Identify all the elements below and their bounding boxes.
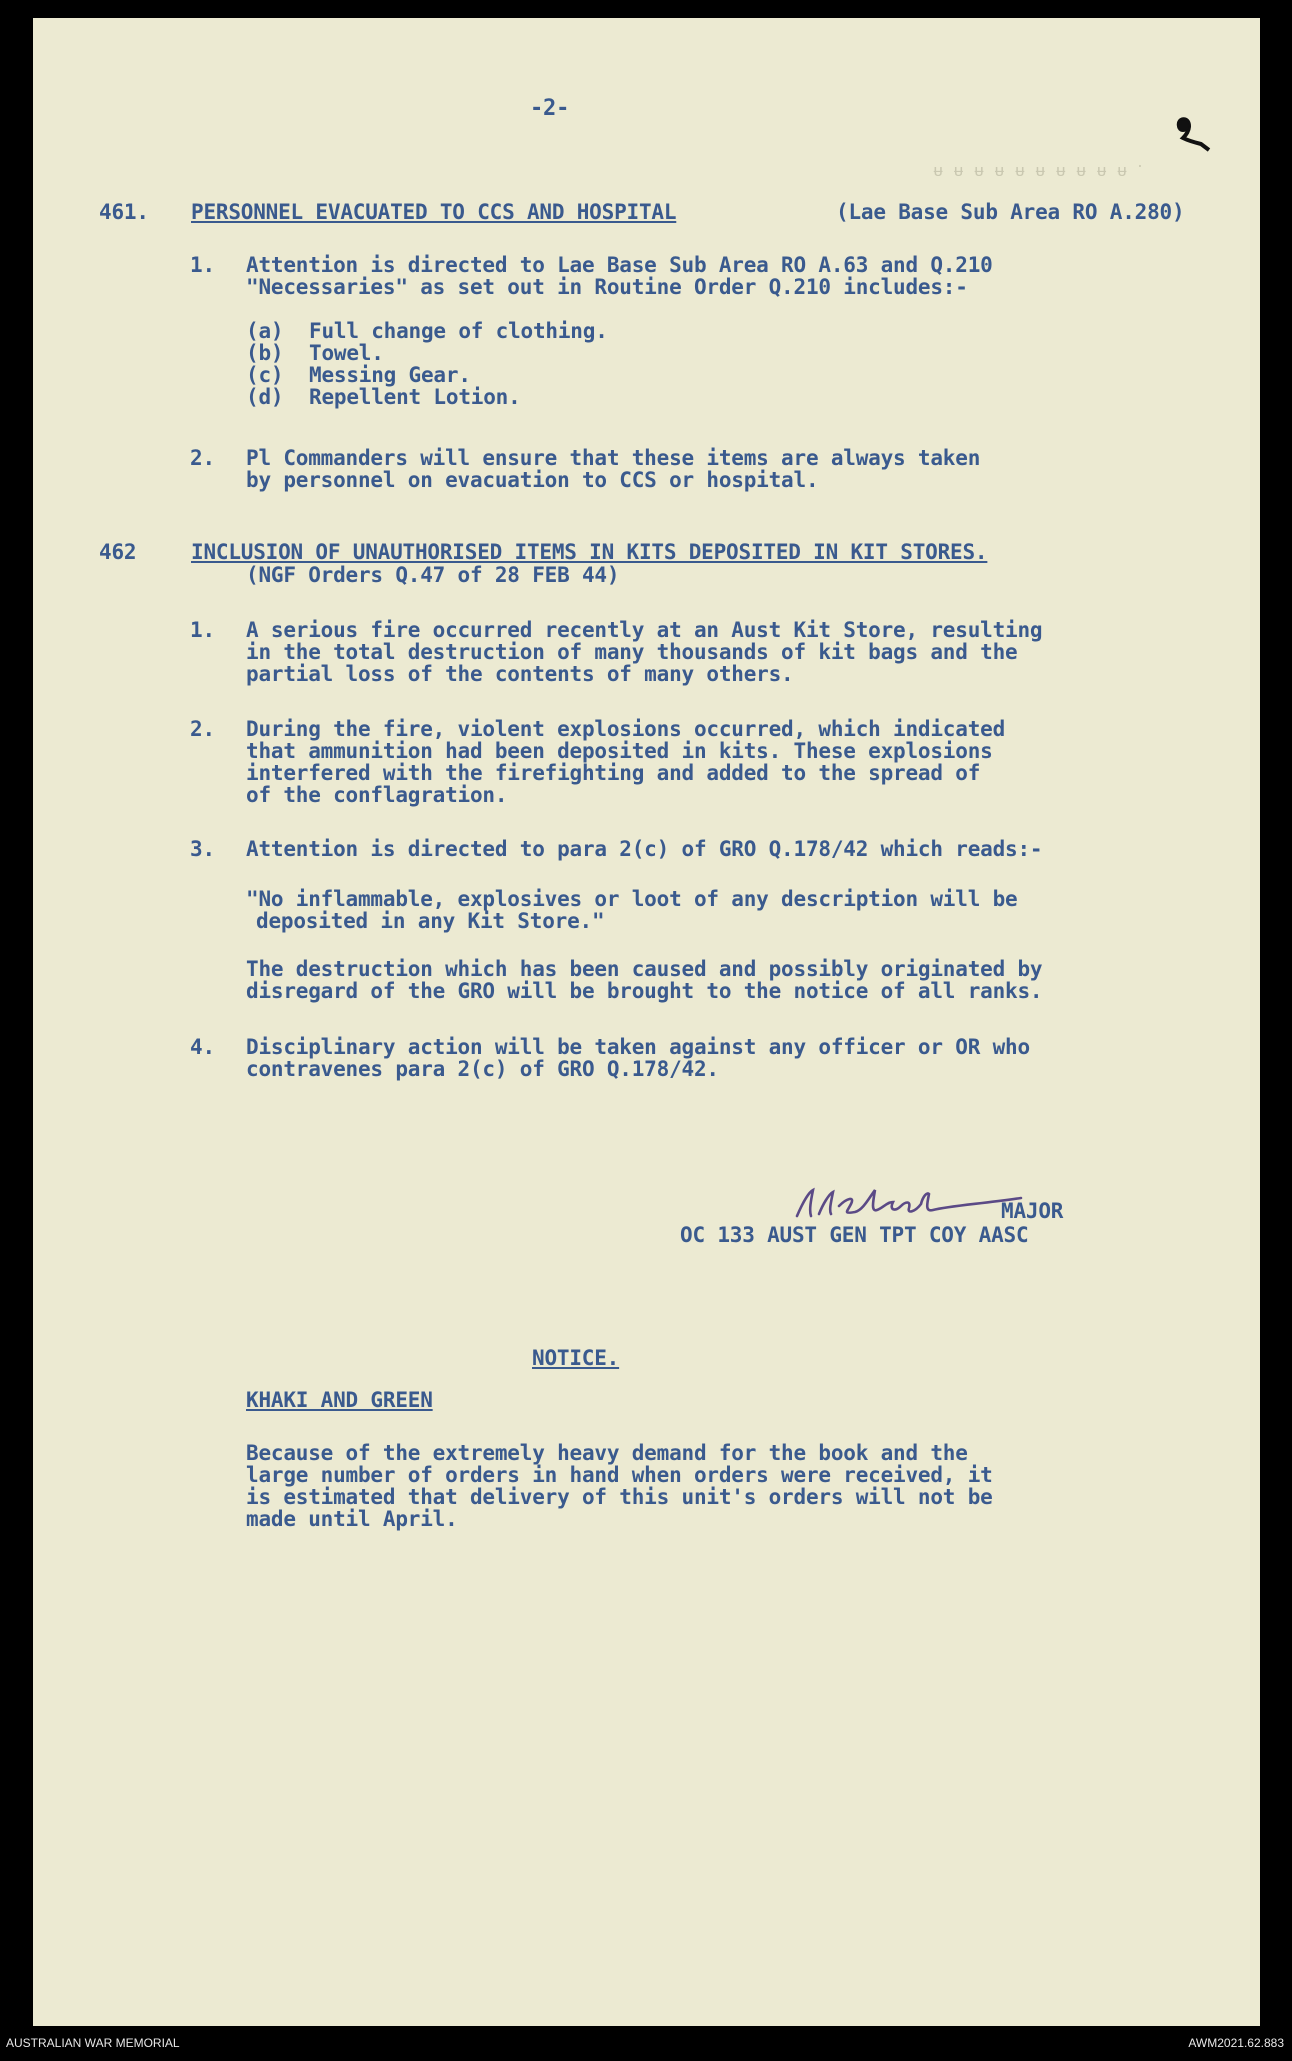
list-item-label: (b) [246,341,284,365]
section-reference: (NGF Orders Q.47 of 28 FEB 44) [246,563,620,587]
handwritten-signature [789,1184,1025,1224]
quoted-order-line: deposited in any Kit Store." [256,909,605,933]
paragraph-number: 4. [190,1035,215,1059]
paragraph-line: interfered with the firefighting and added to the spread of [246,761,981,785]
notice-line: large number of orders in hand when orders were received, it [246,1463,993,1487]
notice-line: Because of the extremely heavy demand for the book and the [246,1441,968,1465]
show-through-text: ॱ ᵾ ᵾ ᵾ ᵾ ᵾ ᵾ ᵾ ᵾ ᵾ ᵾ [933,161,1143,181]
paragraph-line: Attention is directed to Lae Base Sub Area RO A.63 and Q.210 [246,253,993,277]
paragraph-number: 3. [190,837,215,861]
paragraph-number: 1. [190,618,215,642]
section-title: PERSONNEL EVACUATED TO CCS AND HOSPITAL [191,200,677,224]
list-item-label: (d) [246,385,284,409]
notice-subheading: KHAKI AND GREEN [246,1388,433,1412]
quoted-order-line: "No inflammable, explosives or loot of any description will be [246,887,1018,911]
paragraph-line: The destruction which has been caused and possibly originated by [246,957,1043,981]
paragraph-number: 2. [190,446,215,470]
list-item-text: Full change of clothing. [309,319,608,343]
paragraph-line: During the fire, violent explosions occurred, which indicated [246,717,1006,741]
paragraph-line: of the conflagration. [246,783,508,807]
signatory-rank: MAJOR [1001,1199,1064,1223]
paragraph-line: Disciplinary action will be taken against any officer or OR who [246,1035,1030,1059]
notice-line: is estimated that delivery of this unit's orders will not be [246,1485,993,1509]
punch-hole-mark [1173,116,1215,152]
archive-credit: AUSTRALIAN WAR MEMORIAL [6,2036,180,2050]
paragraph-line: disregard of the GRO will be brought to the notice of all ranks. [246,979,1043,1003]
paragraph-line: that ammunition had been deposited in kits. These explosions [246,739,993,763]
list-item-label: (c) [246,363,284,387]
list-item-text: Towel. [309,341,384,365]
paragraph-line: Pl Commanders will ensure that these items are always taken [246,446,981,470]
page-number: -2- [530,96,570,121]
paragraph-line: in the total destruction of many thousands of kit bags and the [246,640,1018,664]
archive-reference: AWM2021.62.883 [1188,2036,1284,2050]
paragraph-line: Attention is directed to para 2(c) of GRO Q.178/42 which reads:- [246,837,1043,861]
paragraph-line: A serious fire occurred recently at an Aust Kit Store, resulting [246,618,1043,642]
notice-heading: NOTICE. [532,1346,620,1370]
notice-line: made until April. [246,1507,458,1531]
document-page [33,18,1260,2026]
signatory-unit: OC 133 AUST GEN TPT COY AASC [680,1223,1029,1247]
paragraph-line: contravenes para 2(c) of GRO Q.178/42. [246,1057,719,1081]
paragraph-line: "Necessaries" as set out in Routine Order Q.210 includes:- [246,275,968,299]
list-item-text: Messing Gear. [309,363,471,387]
paragraph-number: 2. [190,717,215,741]
list-item-label: (a) [246,319,284,343]
list-item-text: Repellent Lotion. [309,385,521,409]
section-number: 461. [99,200,149,224]
section-number: 462 [99,540,137,564]
paragraph-number: 1. [190,253,215,277]
paragraph-line: partial loss of the contents of many others. [246,662,794,686]
section-title: INCLUSION OF UNAUTHORISED ITEMS IN KITS DEPOSITED IN KIT STORES. [191,540,988,564]
section-reference: (Lae Base Sub Area RO A.280) [836,200,1185,224]
paragraph-line: by personnel on evacuation to CCS or hospital. [246,468,819,492]
